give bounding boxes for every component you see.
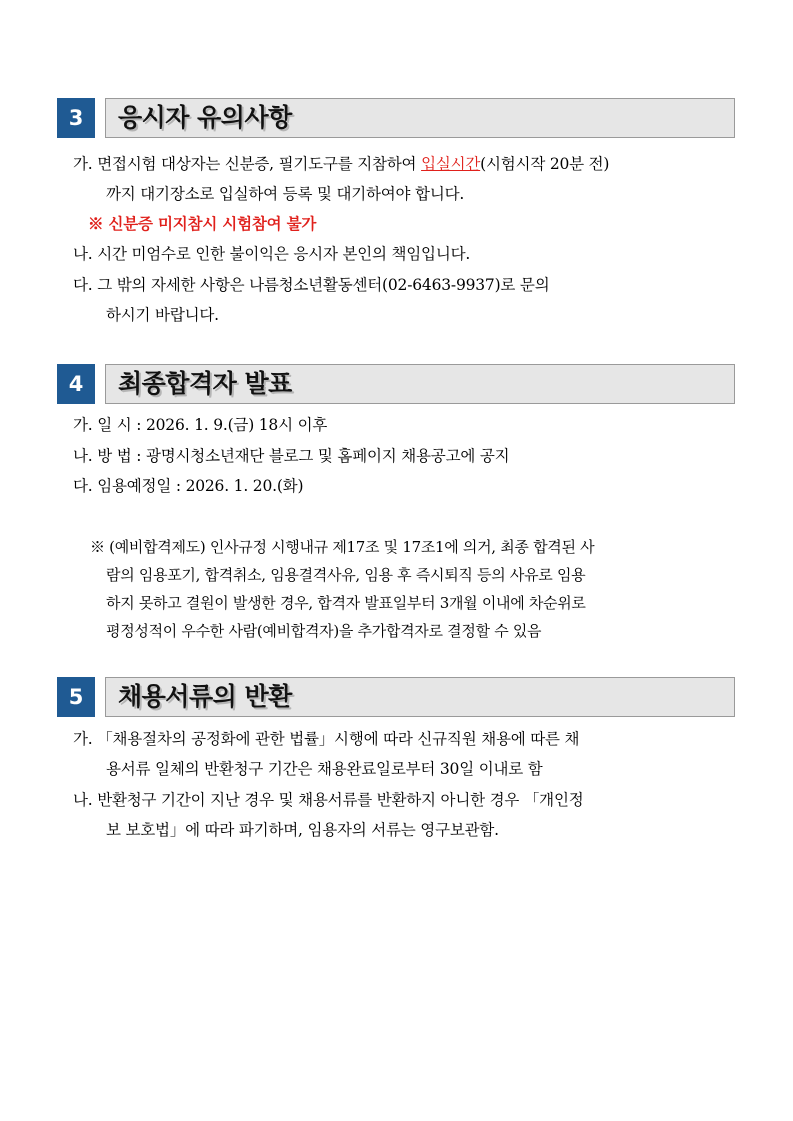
section-4-header	[57, 364, 735, 404]
section-5-header	[57, 677, 735, 717]
section-3-number: 3	[57, 98, 95, 138]
s5-item-ga-line2: 용서류 일체의 반환청구 기간은 채용완료일로부터 30일 이내로 함	[106, 760, 543, 778]
s3-item-ga-line1	[73, 152, 609, 174]
section-5-number: 5	[57, 677, 95, 717]
section-3-title-box	[105, 98, 735, 138]
s5-item-ga-line1: 가. 「채용절차의 공정화에 관한 법률」시행에 따라 신규직원 채용에 따른 채	[73, 730, 580, 748]
s4-item-na: 나. 방 법 : 광명시청소년재단 블로그 및 홈페이지 채용공고에 공지	[73, 447, 510, 465]
s3-item-ga-line2: 까지 대기장소로 입실하여 등록 및 대기하여야 합니다.	[106, 185, 465, 203]
section-5-title: 채용서류의 반환	[118, 682, 292, 711]
s3-warning: ※ 신분증 미지참시 시험참여 불가	[88, 214, 317, 233]
s4-note-line2: 람의 임용포기, 합격취소, 임용결격사유, 임용 후 즉시퇴직 등의 사유로 임용	[106, 566, 586, 584]
section-4-number: 4	[57, 364, 95, 404]
s5-item-na-line2: 보 보호법」에 따라 파기하며, 임용자의 서류는 영구보관함.	[106, 821, 499, 839]
section-4-title-box	[105, 364, 735, 404]
section-3-header	[57, 98, 735, 138]
section-3-title: 응시자 유의사항	[118, 103, 292, 132]
section-4-title: 최종합격자 발표	[118, 369, 292, 398]
s4-item-da: 다. 임용예정일 : 2026. 1. 20.(화)	[73, 477, 304, 495]
s3-item-da-line1: 다. 그 밖의 자세한 사항은 나름청소년활동센터(02-6463-9937)로 문의	[73, 276, 550, 294]
entry-time-highlight: 입실시간	[421, 155, 481, 173]
s4-note-line1: ※ (예비합격제도) 인사규정 시행내규 제17조 및 17조1에 의거, 최종 합격된 사	[90, 538, 595, 556]
s4-note-line4: 평정성적이 우수한 사람(예비합격자)을 추가합격자로 결정할 수 있음	[106, 622, 542, 640]
s3-item-da-line2: 하시기 바랍니다.	[106, 306, 219, 324]
s5-item-na-line1: 나. 반환청구 기간이 지난 경우 및 채용서류를 반환하지 아니한 경우 「개인정	[73, 791, 584, 809]
section-5-title-box	[105, 677, 735, 717]
s3-item-na: 나. 시간 미엄수로 인한 불이익은 응시자 본인의 책임입니다.	[73, 245, 471, 263]
s3-item-ga-suffix: (시험시작 20분 전)	[480, 155, 610, 173]
s4-note-line3: 하지 못하고 결원이 발생한 경우, 합격자 발표일부터 3개월 이내에 차순위로	[106, 594, 586, 612]
s3-item-ga-prefix: 가. 면접시험 대상자는 신분증, 필기도구를 지참하여	[73, 155, 422, 173]
s4-item-ga: 가. 일 시 : 2026. 1. 9.(금) 18시 이후	[73, 416, 328, 434]
